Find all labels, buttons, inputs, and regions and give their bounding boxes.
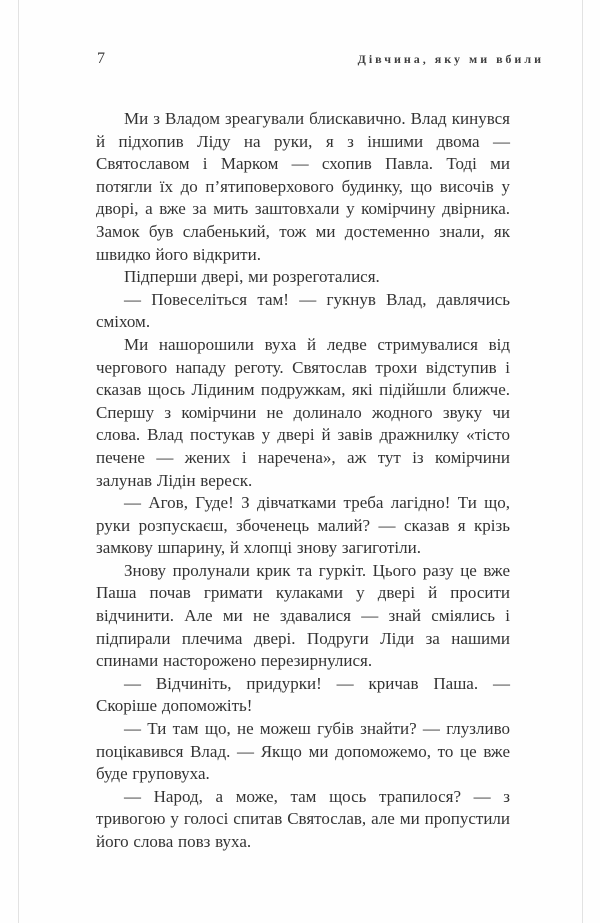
page-number: 7 (97, 50, 105, 67)
paragraph: Знову пролунали крик та гуркіт. Цього разу це вже Паша почав гримати кулаками у двері й просити відчинити. Але ми не здавалися — знай сміялись і підпирали плечима двері. Подруги Ліди за нашими спинами насторожено перезирнулися. (96, 560, 510, 671)
paragraph-dialogue: — Агов, Гуде! З дівчатками треба лагідно! Ти що, руки розпускаєш, збоченець малий? — сказав я крізь замкову шпарину, й хлопці знову загиготіли. (96, 493, 510, 558)
paragraph-dialogue: — Відчиніть, придурки! — кричав Паша. — Скоріше допоможіть! (96, 673, 510, 716)
left-page-edge (18, 0, 19, 923)
right-page-edge (582, 0, 583, 923)
running-header (97, 50, 544, 68)
paragraph-dialogue: — Повеселіться там! — гукнув Влад, давлячись сміхом. (96, 289, 510, 332)
page-content (96, 108, 510, 854)
paragraph-dialogue: — Ти там що, не можеш губів знайти? — глузливо поцікавився Влад. — Якщо ми допоможемо, то це вже буде груповуха. (96, 719, 510, 784)
paragraph-dialogue: — Народ, а може, там щось трапилося? — з тривогою у голосі спитав Святослав, але ми пропустили його слова повз вуха. (96, 786, 510, 851)
paragraph: Ми з Владом зреагували блискавично. Влад кинувся й підхопив Ліду на руки, я з іншими двома — Святославом і Марком — схопив Павла. Тоді ми потягли їх до п’ятиповерхового будинку, що височів у дворі, а вже за мить заштовхали у комірчину двірника. Замок був слабенький, тож ми достеменно знали, як швидко його відкрити. (96, 109, 510, 264)
paragraph: Ми нашорошили вуха й ледве стримувалися від чергового нападу реготу. Святослав трохи відступив і сказав щось Лідиним подружкам, які підійшли ближче. Спершу з комірчини не долинало жодного звуку чи слова. Влад постукав у двері й завів дражнилку «тісто печене — жених і наречена», аж тут із комірчини залунав Лідін вереск. (96, 334, 510, 490)
running-header-title: Дівчина, яку ми вбили (357, 52, 544, 66)
paragraph: Підперши двері, ми розреготалися. (124, 267, 380, 287)
